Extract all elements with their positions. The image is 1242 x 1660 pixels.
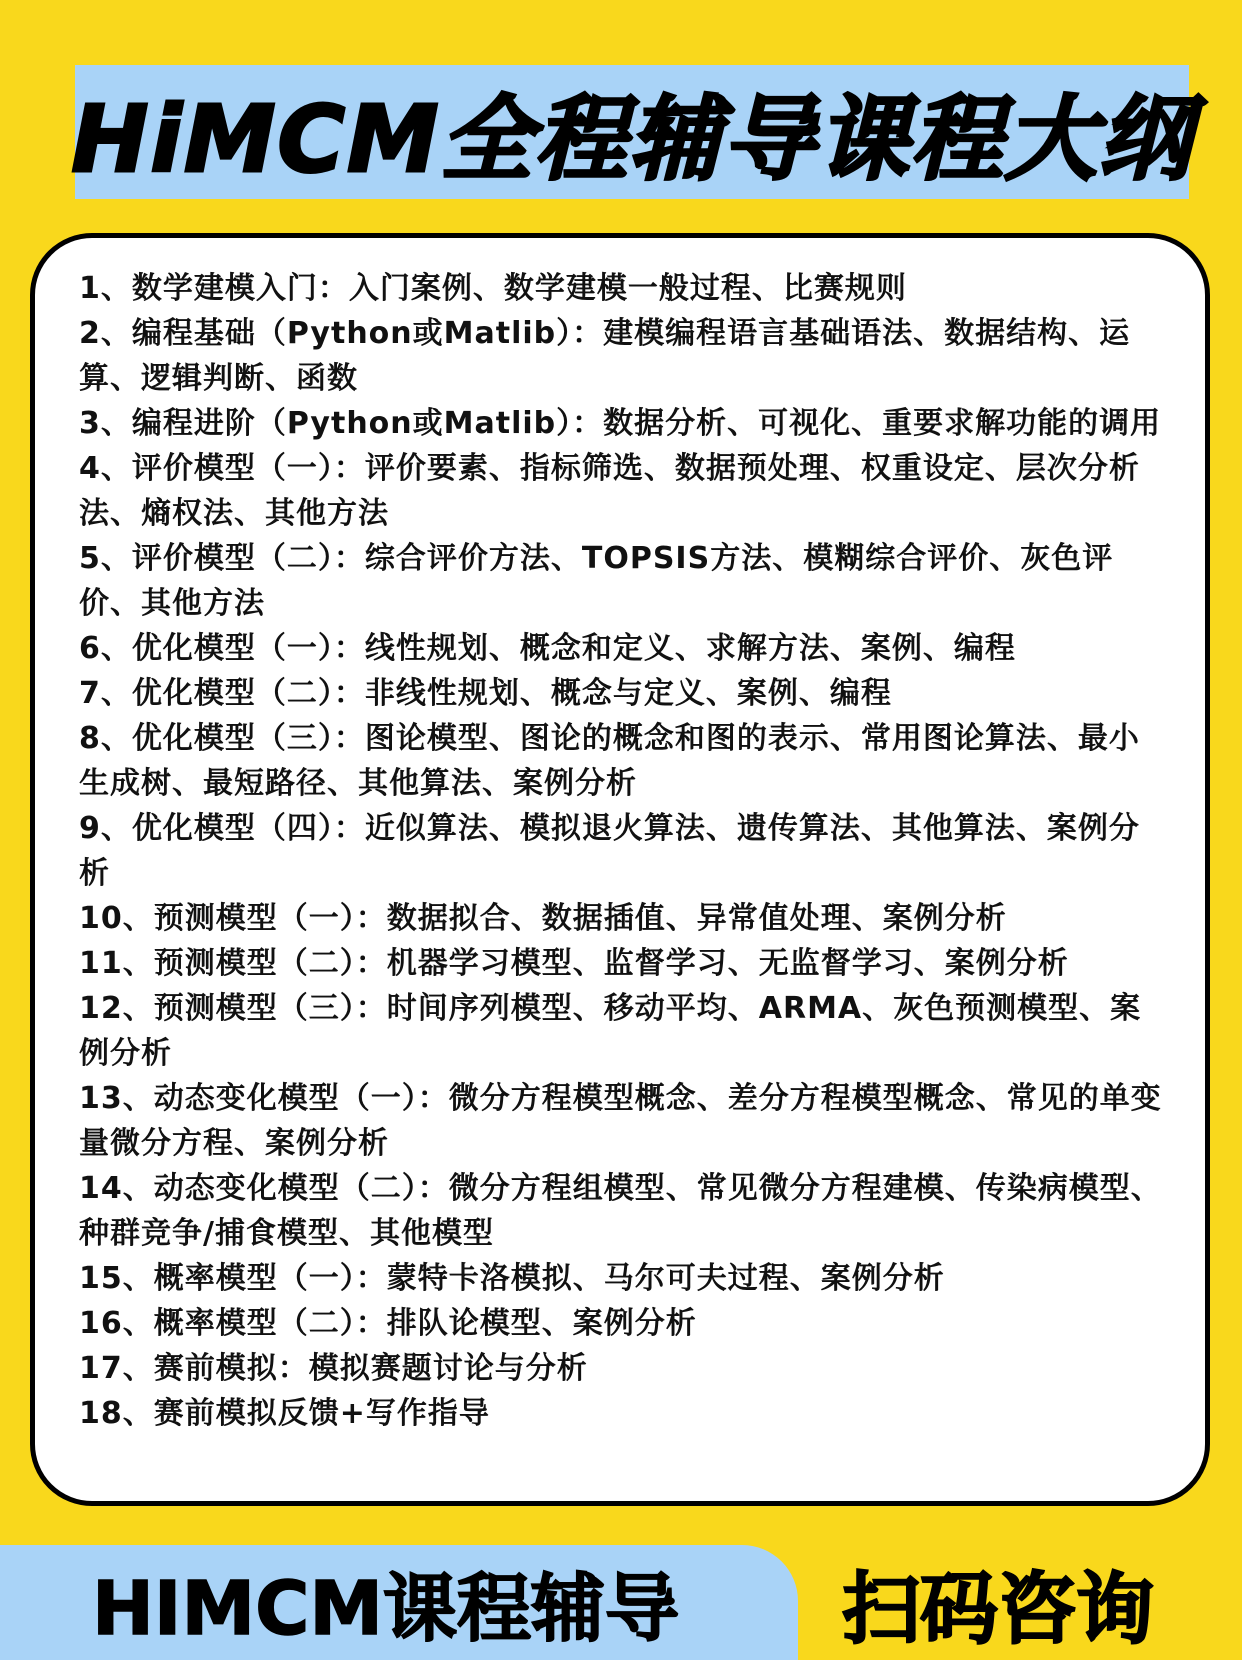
outline-item-16: 16、概率模型（二）：排队论模型、案例分析: [79, 1306, 697, 1341]
outline-item-9: 9、优化模型（四）：近似算法、模拟退火算法、遗传算法、其他算法、案例分析: [79, 811, 1140, 891]
footer-consult-tag: [842, 1545, 1154, 1660]
outline-item-6: 6、优化模型（一）：线性规划、概念和定义、求解方法、案例、编程: [79, 631, 1016, 666]
outline-item-18: 18、赛前模拟反馈+写作指导: [79, 1396, 490, 1431]
course-outline-card: [30, 233, 1210, 1506]
footer-course-tag: [0, 1545, 798, 1660]
outline-item-2: 2、编程基础（Python或Matlib）：建模编程语言基础语法、数据结构、运算、逻辑判断、函数: [79, 316, 1131, 396]
outline-item-4: 4、评价模型（一）：评价要素、指标筛选、数据预处理、权重设定、层次分析法、熵权法、其他方法: [79, 451, 1140, 531]
outline-item-8: 8、优化模型（三）：图论模型、图论的概念和图的表示、常用图论算法、最小生成树、最短路径、其他算法、案例分析: [79, 721, 1140, 801]
page-title: HiMCM全程辅导课程大纲: [71, 86, 1193, 193]
outline-item-15: 15、概率模型（一）：蒙特卡洛模拟、马尔可夫过程、案例分析: [79, 1261, 945, 1296]
outline-item-17: 17、赛前模拟：模拟赛题讨论与分析: [79, 1351, 588, 1386]
footer-consult-label: 扫码咨询: [842, 1564, 1155, 1655]
footer-course-label: HIMCM课程辅导: [92, 1565, 680, 1652]
outline-item-11: 11、预测模型（二）：机器学习模型、监督学习、无监督学习、案例分析: [79, 946, 1069, 981]
outline-item-14: 14、动态变化模型（二）：微分方程组模型、常见微分方程建模、传染病模型、种群竞争/捕食模型、其他模型: [79, 1171, 1162, 1251]
outline-item-10: 10、预测模型（一）：数据拟合、数据插值、异常值处理、案例分析: [79, 901, 1007, 936]
outline-item-7: 7、优化模型（二）：非线性规划、概念与定义、案例、编程: [79, 676, 892, 711]
outline-item-12: 12、预测模型（三）：时间序列模型、移动平均、ARMA、灰色预测模型、案例分析: [79, 991, 1142, 1071]
outline-item-5: 5、评价模型（二）：综合评价方法、TOPSIS方法、模糊综合评价、灰色评价、其他方法: [79, 541, 1114, 621]
outline-item-1: 1、数学建模入门：入门案例、数学建模一般过程、比赛规则: [79, 271, 907, 306]
outline-item-13: 13、动态变化模型（一）：微分方程模型概念、差分方程模型概念、常见的单变量微分方程、案例分析: [79, 1081, 1162, 1161]
outline-item-3: 3、编程进阶（Python或Matlib）：数据分析、可视化、重要求解功能的调用: [79, 406, 1162, 441]
title-banner: [71, 65, 1193, 199]
